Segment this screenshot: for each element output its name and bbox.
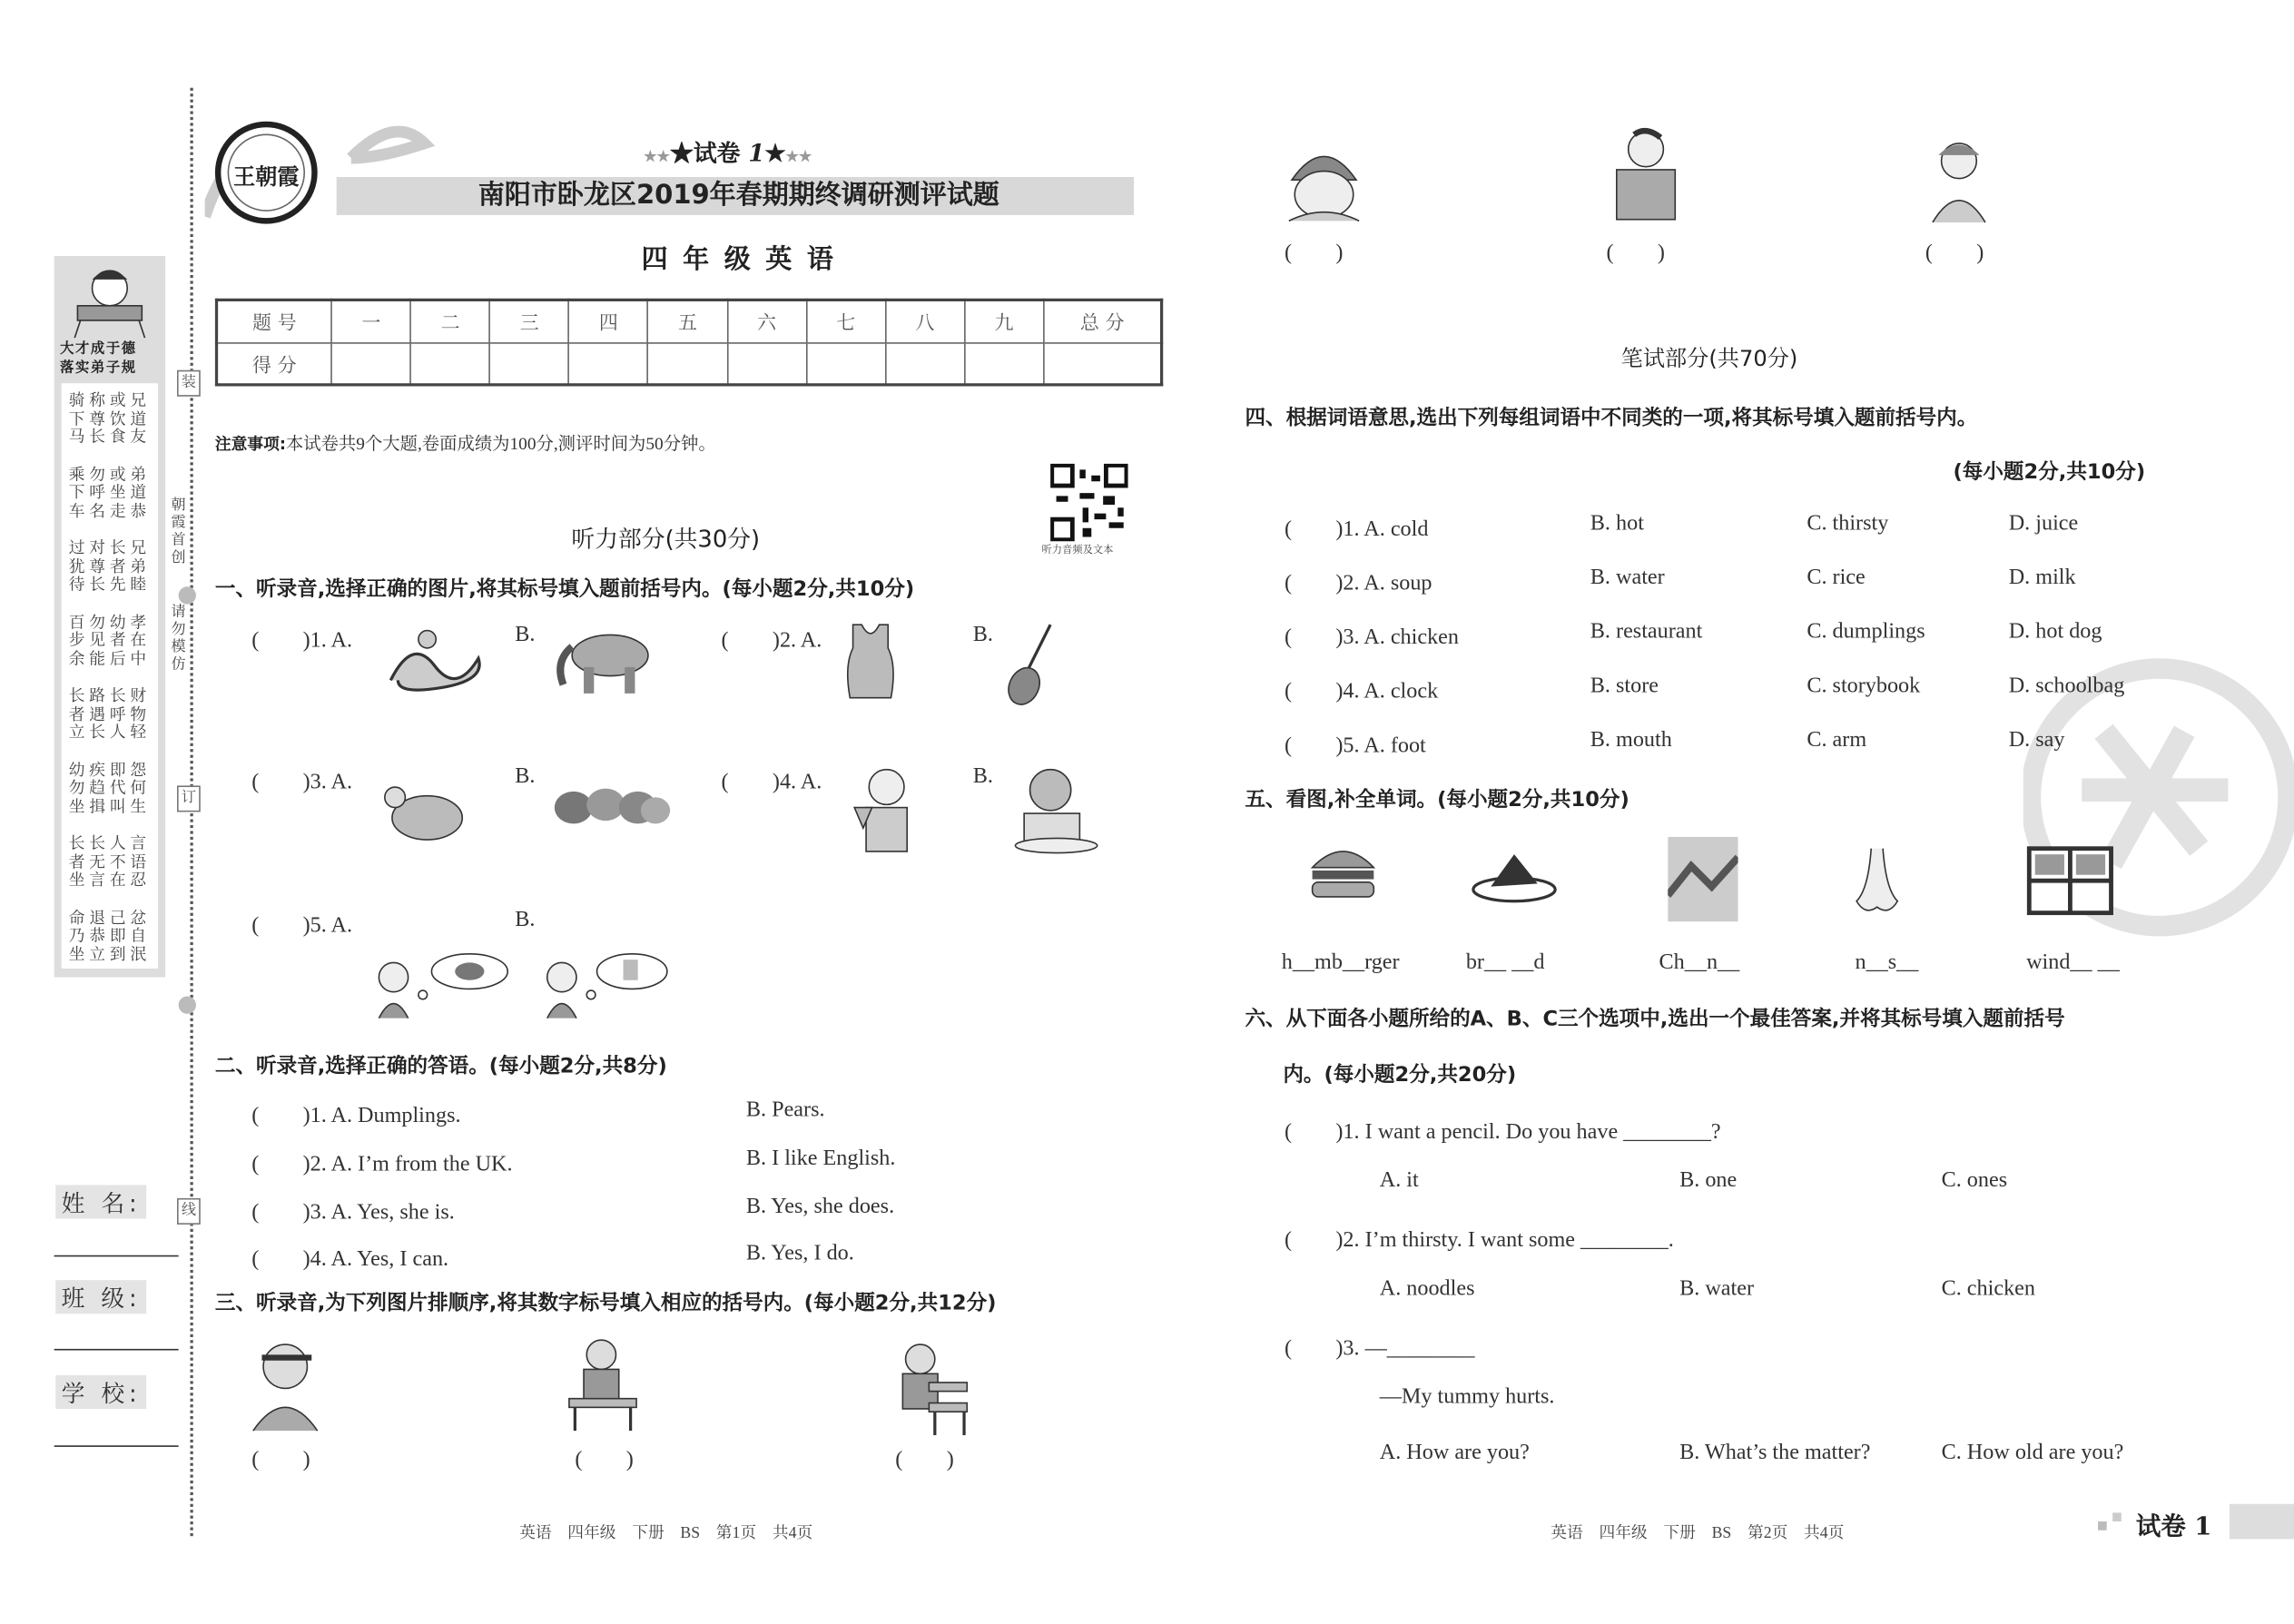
violin-picture — [1007, 622, 1065, 710]
option-c: C. rice — [1807, 566, 1866, 590]
option-b: B. Yes, I do. — [745, 1242, 854, 1266]
score-header-cell: 五 — [648, 300, 727, 342]
poem-line: 勿趋代何 — [68, 778, 151, 798]
option-b: B. mouth — [1590, 728, 1672, 753]
question-2-2: ( )2. A. I’m from the UK. — [251, 1152, 513, 1176]
option-c: C. ones — [1941, 1168, 2008, 1193]
score-row — [217, 342, 1162, 385]
answer-blank[interactable]: ( ) — [251, 1448, 310, 1472]
poem-stanza — [62, 392, 158, 447]
option-c: C. thirsty — [1807, 512, 1889, 536]
binding-mark: 装 — [177, 370, 201, 397]
motto-line: 大才成于德 — [60, 340, 137, 358]
question-6-2: ( )2. I’m thirsty. I want some ________. — [1284, 1228, 1674, 1253]
poem-line: 命退己忿 — [68, 907, 151, 927]
poem-line: 长路长财 — [68, 685, 151, 705]
poem-line: 犹尊者弟 — [68, 556, 151, 576]
section-4-title: 四、根据词语意思,选出下列每组词语中不同类的一项,将其标号填入题前括号内。 — [1245, 407, 1978, 430]
girl-headache-picture — [241, 1334, 337, 1434]
listening-section-title: 听力部分(共30分) — [571, 525, 761, 554]
brand-logo — [213, 120, 319, 225]
poem-stanza — [62, 540, 158, 595]
score-cell[interactable] — [490, 342, 569, 385]
elephant-picture — [548, 626, 658, 696]
boy-in-sweater-picture — [1602, 126, 1687, 226]
option-a: A. How are you? — [1379, 1441, 1530, 1465]
option-d: D. juice — [2008, 512, 2079, 536]
question-2-3: ( )3. A. Yes, she is. — [251, 1201, 455, 1225]
section-6-title: 六、从下面各小题所给的A、B、C三个选项中,选出一个最佳答案,并将其标号填入题前括号 — [1245, 1008, 2065, 1032]
window-picture — [2026, 846, 2114, 916]
poem-line: 者遇呼物 — [68, 704, 151, 723]
logo-text: 王朝霞 — [233, 164, 300, 191]
paper-tab — [2092, 1504, 2294, 1540]
question-6-1: ( )1. I want a pencil. Do you have ________? — [1284, 1120, 1721, 1145]
score-header-cell: 七 — [806, 300, 885, 342]
option-b: B. store — [1590, 674, 1659, 698]
poem-line: 待长先睦 — [68, 575, 151, 595]
person-with-hat-picture — [1280, 139, 1368, 227]
score-table — [215, 299, 1163, 387]
score-cell[interactable] — [569, 342, 648, 385]
section-4-score: (每小题2分,共10分) — [1953, 460, 2146, 485]
question-4-5: ( )5. A. foot — [1284, 734, 1426, 758]
answer-blank[interactable]: ( ) — [895, 1448, 954, 1472]
option-a: A. it — [1379, 1168, 1419, 1193]
poem-line: 步见者在 — [68, 630, 151, 650]
question-4-4: ( )4. A. clock — [1284, 680, 1439, 704]
option-b: B. hot — [1590, 512, 1644, 536]
poem-line: 乃恭即自 — [68, 926, 151, 946]
great-wall-picture — [1668, 837, 1738, 921]
page-footer: 英语 四年级 下册 BS 第1页 共4页 — [519, 1524, 813, 1542]
option-d: D. schoolbag — [2008, 674, 2125, 698]
school-label: 学 校: — [55, 1375, 147, 1409]
score-header-cell: 题 号 — [217, 300, 332, 342]
score-row-label: 得 分 — [217, 342, 332, 385]
question-1-3: ( )3. A. — [251, 771, 352, 795]
boy-thinking-drink-picture — [541, 951, 680, 1021]
motto-line: 落实弟子规 — [60, 359, 137, 377]
score-header-cell: 总 分 — [1044, 300, 1162, 342]
poem-stanza — [62, 466, 158, 520]
vertical-note: 朝霞首创 — [171, 497, 186, 566]
name-label: 姓 名: — [55, 1185, 147, 1218]
name-field[interactable] — [54, 1255, 179, 1257]
monkey-eating-picture — [1007, 763, 1107, 854]
score-header-cell: 八 — [885, 300, 964, 342]
word-blank: wind__ __ — [2026, 950, 2120, 975]
badge-number: 1 — [748, 139, 765, 167]
answer-blank[interactable]: ( ) — [1606, 241, 1666, 265]
eggs-picture — [553, 787, 673, 828]
dizigui-poem — [62, 383, 158, 969]
student-cartoon-icon — [69, 261, 151, 338]
snake-picture — [383, 622, 493, 695]
score-cell[interactable] — [648, 342, 727, 385]
poem-line: 幼疾即怨 — [68, 760, 151, 780]
poem-stanza — [62, 687, 158, 742]
question-1-1: ( )1. A. — [251, 628, 352, 653]
score-header-cell: 三 — [490, 300, 569, 342]
option-b: B. What’s the matter? — [1679, 1441, 1871, 1465]
boy-thinking-hamburger-picture — [373, 951, 512, 1021]
poem-line: 坐言在忍 — [68, 870, 151, 890]
option-b: B. — [515, 623, 536, 647]
score-cell[interactable] — [1044, 342, 1162, 385]
swirl-icon — [175, 586, 199, 606]
option-c: C. arm — [1807, 728, 1867, 753]
dialogue-reply: —My tummy hurts. — [1379, 1385, 1555, 1409]
boy-on-bench-picture — [563, 1334, 644, 1434]
question-1-2: ( )2. A. — [721, 628, 822, 653]
section-2-title: 二、听录音,选择正确的答语。(每小题2分,共8分) — [214, 1054, 667, 1078]
poem-line: 过对长兄 — [68, 538, 151, 558]
paper-badge: ★★★试卷 1★★★ — [644, 139, 812, 167]
option-b: B. — [972, 764, 993, 789]
poem-line: 骑称或兄 — [68, 390, 151, 410]
poem-line: 车名走恭 — [68, 500, 151, 520]
writing-section-title: 笔试部分(共70分) — [1620, 345, 1798, 372]
exam-subtitle: 四 年 级 英 语 — [641, 244, 837, 275]
bread-picture — [1471, 846, 1559, 904]
option-b: B. I like English. — [745, 1147, 896, 1171]
option-d: D. hot dog — [2008, 620, 2102, 645]
option-b: B. Pears. — [745, 1098, 825, 1123]
section-1-title: 一、听录音,选择正确的图片,将其标号填入题前括号内。(每小题2分,共10分) — [214, 577, 915, 602]
question-6-3: ( )3. —________ — [1284, 1337, 1475, 1361]
girl-hurt-arm-picture — [1924, 134, 1997, 225]
page-footer: 英语 四年级 下册 BS 第2页 共4页 — [1551, 1524, 1845, 1542]
binding-mark: 订 — [177, 785, 201, 812]
option-b: B. restaurant — [1590, 620, 1703, 645]
qr-caption: 听力音频及文本 — [1041, 544, 1114, 556]
exam-title: 南阳市卧龙区2019年春期期终调研测评试题 — [478, 180, 999, 212]
question-1-5: ( )5. A. — [251, 914, 352, 939]
poem-line: 长长人言 — [68, 833, 151, 853]
question-2-4: ( )4. A. Yes, I can. — [251, 1247, 449, 1272]
score-header-cell: 四 — [569, 300, 648, 342]
vertical-note: 请勿模仿 — [171, 604, 186, 674]
notice-text: 本试卷共9个大题,卷面成绩为100分,测评时间为50分钟。 — [285, 433, 716, 454]
turtle-picture — [380, 782, 476, 849]
option-c: C. dumplings — [1807, 620, 1925, 645]
question-2-1: ( )1. A. Dumplings. — [251, 1104, 461, 1128]
poem-line: 立长人轻 — [68, 723, 151, 743]
poem-line: 乘勿或弟 — [68, 464, 151, 484]
option-b: B. — [972, 623, 993, 647]
vest-picture — [842, 622, 900, 703]
badge-label: 试卷 — [693, 139, 741, 167]
binding-mark: 线 — [177, 1198, 201, 1225]
answer-blank[interactable]: ( ) — [575, 1448, 634, 1472]
poem-line: 余能后中 — [68, 648, 151, 668]
poem-stanza — [62, 762, 158, 816]
poem-line: 者无不语 — [68, 851, 151, 871]
poem-line: 坐立到泯 — [68, 944, 151, 964]
question-4-3: ( )3. A. chicken — [1284, 625, 1459, 650]
score-header-row — [217, 300, 1162, 342]
option-b: B. water — [1679, 1276, 1755, 1301]
option-b: B. — [515, 908, 536, 932]
poem-line: 马长食友 — [68, 427, 151, 447]
hamburger-picture — [1306, 842, 1380, 903]
question-1-4: ( )4. A. — [721, 771, 822, 795]
section-3-title: 三、听录音,为下列图片排顺序,将其数字标号填入相应的括号内。(每小题2分,共12分) — [214, 1292, 997, 1315]
score-cell[interactable] — [806, 342, 885, 385]
class-label: 班 级: — [55, 1280, 147, 1314]
option-b: B. — [515, 764, 536, 789]
score-cell[interactable] — [964, 342, 1043, 385]
paper-tab-label: 试卷 1 — [2135, 1512, 2212, 1542]
score-header-cell: 九 — [964, 300, 1043, 342]
school-field[interactable] — [54, 1445, 179, 1447]
qr-code[interactable] — [1050, 464, 1127, 541]
swirl-icon — [175, 995, 199, 1016]
word-blank: br__ __d — [1465, 950, 1545, 975]
score-cell[interactable] — [885, 342, 964, 385]
poem-stanza — [62, 614, 158, 668]
section-6-title-cont: 内。(每小题2分,共20分) — [1283, 1063, 1517, 1088]
score-cell[interactable] — [411, 342, 490, 385]
notice — [215, 430, 716, 455]
word-blank: h__mb__rger — [1281, 950, 1400, 975]
option-b: B. Yes, she does. — [745, 1195, 895, 1219]
option-d: D. say — [2008, 728, 2065, 753]
nose-picture — [1851, 846, 1904, 920]
option-b: B. one — [1679, 1168, 1738, 1193]
option-d: D. milk — [2008, 566, 2076, 590]
option-b: B. water — [1590, 566, 1665, 590]
option-c: C. chicken — [1941, 1276, 2035, 1301]
question-4-2: ( )2. A. soup — [1284, 572, 1433, 595]
score-cell[interactable] — [331, 342, 410, 385]
poem-line: 百勿幼孝 — [68, 612, 151, 632]
poem-stanza — [62, 907, 158, 964]
option-a: A. noodles — [1379, 1276, 1475, 1301]
score-header-cell: 一 — [331, 300, 410, 342]
boy-sick-on-bench-picture — [885, 1339, 973, 1439]
score-cell[interactable] — [727, 342, 806, 385]
word-blank: n__s__ — [1855, 950, 1919, 975]
poem-stanza — [62, 835, 158, 890]
score-header-cell: 二 — [411, 300, 490, 342]
option-c: C. How old are you? — [1941, 1441, 2124, 1465]
poem-line: 坐揖叫生 — [68, 796, 151, 816]
class-field[interactable] — [54, 1349, 179, 1351]
word-blank: Ch__n__ — [1659, 950, 1740, 975]
question-4-1: ( )1. A. cold — [1284, 517, 1429, 542]
score-header-cell: 六 — [727, 300, 806, 342]
notice-label: 注意事项: — [214, 434, 286, 454]
girl-eating-icecream-picture — [846, 763, 927, 854]
option-c: C. storybook — [1807, 674, 1921, 698]
section-5-title: 五、看图,补全单词。(每小题2分,共10分) — [1245, 788, 1629, 812]
answer-blank[interactable]: ( ) — [1284, 241, 1344, 265]
answer-blank[interactable]: ( ) — [1925, 241, 1984, 265]
poem-line: 下呼坐道 — [68, 482, 151, 502]
poem-line: 下尊饮道 — [68, 408, 151, 428]
